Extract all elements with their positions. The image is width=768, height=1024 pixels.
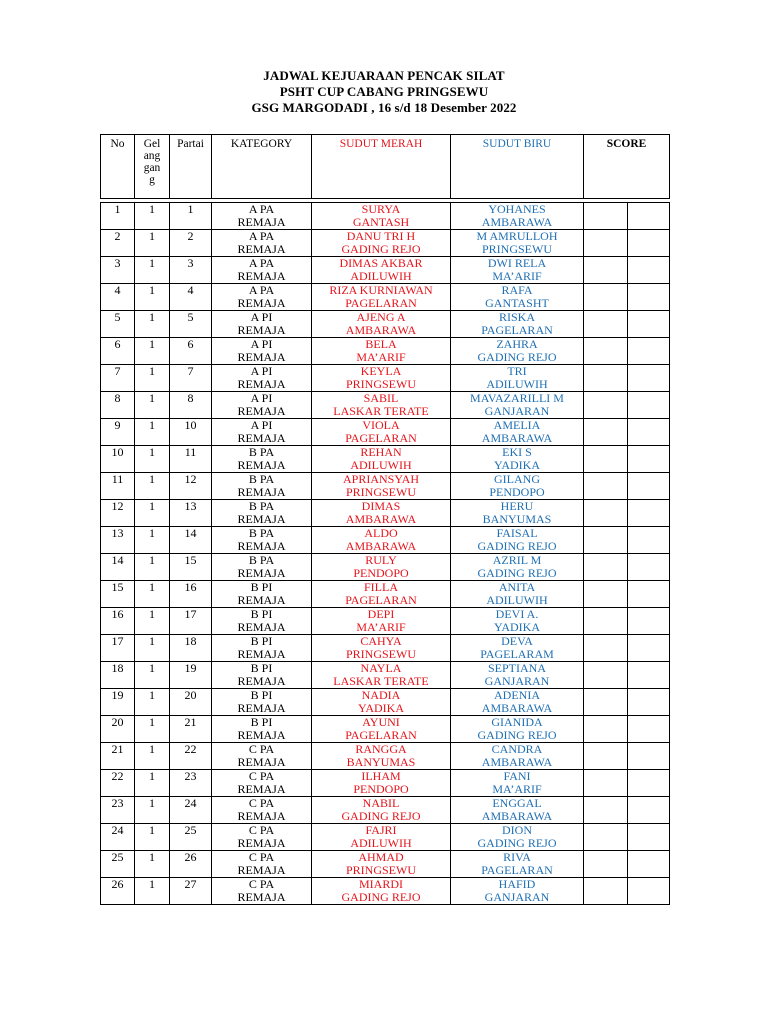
cell-score-merah bbox=[584, 257, 628, 284]
cell-sudut-biru: AMELIA AMBARAWA bbox=[451, 419, 584, 446]
cell-score-merah bbox=[584, 743, 628, 770]
cell-score-biru bbox=[628, 392, 670, 419]
cell-score-biru bbox=[628, 824, 670, 851]
cell-score-merah bbox=[584, 473, 628, 500]
table-row bbox=[101, 284, 670, 311]
cell-gelanggang: 1 bbox=[135, 473, 170, 500]
cell-gelanggang: 1 bbox=[135, 203, 170, 230]
col-header-partai: Partai bbox=[170, 135, 212, 199]
cell-kategory: C PA REMAJA bbox=[212, 851, 312, 878]
cell-no: 21 bbox=[101, 743, 135, 770]
table-row bbox=[101, 473, 670, 500]
cell-no: 4 bbox=[101, 284, 135, 311]
cell-sudut-merah: RANGGA BANYUMAS bbox=[312, 743, 451, 770]
cell-gelanggang: 1 bbox=[135, 311, 170, 338]
cell-score-merah bbox=[584, 554, 628, 581]
cell-kategory: A PI REMAJA bbox=[212, 338, 312, 365]
cell-gelanggang: 1 bbox=[135, 770, 170, 797]
cell-kategory: C PA REMAJA bbox=[212, 797, 312, 824]
cell-no: 15 bbox=[101, 581, 135, 608]
cell-score-merah bbox=[584, 824, 628, 851]
title-line-1: JADWAL KEJUARAAN PENCAK SILAT bbox=[263, 68, 505, 83]
cell-score-merah bbox=[584, 797, 628, 824]
cell-score-merah bbox=[584, 230, 628, 257]
cell-partai: 16 bbox=[170, 581, 212, 608]
cell-kategory: B PI REMAJA bbox=[212, 581, 312, 608]
cell-score-biru bbox=[628, 878, 670, 905]
table-row bbox=[101, 446, 670, 473]
cell-partai: 12 bbox=[170, 473, 212, 500]
cell-gelanggang: 1 bbox=[135, 527, 170, 554]
col-header-gelanggang bbox=[135, 135, 170, 199]
cell-sudut-biru: DION GADING REJO bbox=[451, 824, 584, 851]
cell-kategory: C PA REMAJA bbox=[212, 743, 312, 770]
cell-score-merah bbox=[584, 581, 628, 608]
table-row bbox=[101, 797, 670, 824]
cell-score-merah bbox=[584, 635, 628, 662]
cell-score-biru bbox=[628, 311, 670, 338]
cell-no: 9 bbox=[101, 419, 135, 446]
cell-sudut-merah: AJENG A AMBARAWA bbox=[312, 311, 451, 338]
cell-partai: 6 bbox=[170, 338, 212, 365]
cell-kategory: B PA REMAJA bbox=[212, 473, 312, 500]
table-header-row bbox=[101, 135, 670, 199]
table-row bbox=[101, 338, 670, 365]
cell-score-merah bbox=[584, 608, 628, 635]
cell-partai: 15 bbox=[170, 554, 212, 581]
col-header-sudut-merah: SUDUT MERAH bbox=[312, 135, 451, 199]
cell-kategory: B PA REMAJA bbox=[212, 500, 312, 527]
cell-no: 1 bbox=[101, 203, 135, 230]
cell-no: 14 bbox=[101, 554, 135, 581]
cell-score-merah bbox=[584, 419, 628, 446]
cell-sudut-biru: FAISAL GADING REJO bbox=[451, 527, 584, 554]
cell-gelanggang: 1 bbox=[135, 365, 170, 392]
cell-partai: 17 bbox=[170, 608, 212, 635]
cell-no: 13 bbox=[101, 527, 135, 554]
cell-sudut-merah: NAYLA LASKAR TERATE bbox=[312, 662, 451, 689]
cell-partai: 4 bbox=[170, 284, 212, 311]
cell-score-merah bbox=[584, 716, 628, 743]
cell-score-biru bbox=[628, 554, 670, 581]
cell-sudut-biru: DEVI A. YADIKA bbox=[451, 608, 584, 635]
cell-score-merah bbox=[584, 851, 628, 878]
cell-sudut-merah: ILHAM PENDOPO bbox=[312, 770, 451, 797]
cell-partai: 26 bbox=[170, 851, 212, 878]
cell-score-biru bbox=[628, 473, 670, 500]
cell-sudut-merah: MIARDI GADING REJO bbox=[312, 878, 451, 905]
cell-score-merah bbox=[584, 500, 628, 527]
cell-sudut-biru: RISKA PAGELARAN bbox=[451, 311, 584, 338]
cell-score-merah bbox=[584, 203, 628, 230]
cell-score-merah bbox=[584, 770, 628, 797]
cell-gelanggang: 1 bbox=[135, 635, 170, 662]
cell-kategory: A PI REMAJA bbox=[212, 311, 312, 338]
cell-partai: 21 bbox=[170, 716, 212, 743]
cell-kategory: C PA REMAJA bbox=[212, 770, 312, 797]
col-header-score: SCORE bbox=[584, 135, 670, 199]
table-row bbox=[101, 500, 670, 527]
cell-kategory: C PA REMAJA bbox=[212, 878, 312, 905]
cell-gelanggang: 1 bbox=[135, 554, 170, 581]
cell-no: 24 bbox=[101, 824, 135, 851]
cell-no: 17 bbox=[101, 635, 135, 662]
col-header-sudut-biru: SUDUT BIRU bbox=[451, 135, 584, 199]
cell-score-merah bbox=[584, 527, 628, 554]
cell-sudut-biru: TRI ADILUWIH bbox=[451, 365, 584, 392]
table-row bbox=[101, 608, 670, 635]
cell-no: 6 bbox=[101, 338, 135, 365]
cell-kategory: A PA REMAJA bbox=[212, 257, 312, 284]
cell-score-biru bbox=[628, 581, 670, 608]
cell-sudut-merah: FAJRI ADILUWIH bbox=[312, 824, 451, 851]
cell-kategory: A PI REMAJA bbox=[212, 392, 312, 419]
cell-partai: 22 bbox=[170, 743, 212, 770]
cell-sudut-merah: NABIL GADING REJO bbox=[312, 797, 451, 824]
cell-partai: 23 bbox=[170, 770, 212, 797]
table-row bbox=[101, 311, 670, 338]
cell-kategory: A PI REMAJA bbox=[212, 365, 312, 392]
cell-gelanggang: 1 bbox=[135, 824, 170, 851]
cell-score-biru bbox=[628, 662, 670, 689]
cell-score-merah bbox=[584, 338, 628, 365]
cell-score-biru bbox=[628, 608, 670, 635]
cell-no: 10 bbox=[101, 446, 135, 473]
cell-no: 8 bbox=[101, 392, 135, 419]
cell-score-biru bbox=[628, 527, 670, 554]
cell-partai: 25 bbox=[170, 824, 212, 851]
cell-score-merah bbox=[584, 392, 628, 419]
cell-kategory: C PA REMAJA bbox=[212, 824, 312, 851]
cell-no: 11 bbox=[101, 473, 135, 500]
cell-score-biru bbox=[628, 689, 670, 716]
table-row bbox=[101, 527, 670, 554]
cell-sudut-merah: AYUNI PAGELARAN bbox=[312, 716, 451, 743]
table-row bbox=[101, 878, 670, 905]
cell-sudut-merah: ALDO AMBARAWA bbox=[312, 527, 451, 554]
cell-partai: 27 bbox=[170, 878, 212, 905]
cell-partai: 1 bbox=[170, 203, 212, 230]
cell-partai: 3 bbox=[170, 257, 212, 284]
cell-kategory: B PI REMAJA bbox=[212, 608, 312, 635]
cell-kategory: A PA REMAJA bbox=[212, 230, 312, 257]
cell-no: 18 bbox=[101, 662, 135, 689]
cell-sudut-biru: GIANIDA GADING REJO bbox=[451, 716, 584, 743]
table-row bbox=[101, 770, 670, 797]
cell-partai: 20 bbox=[170, 689, 212, 716]
schedule-body bbox=[101, 203, 670, 905]
table-row bbox=[101, 689, 670, 716]
col-header-kategory: KATEGORY bbox=[212, 135, 312, 199]
cell-no: 25 bbox=[101, 851, 135, 878]
cell-score-biru bbox=[628, 770, 670, 797]
cell-score-merah bbox=[584, 662, 628, 689]
table-row bbox=[101, 257, 670, 284]
cell-sudut-biru: ZAHRA GADING REJO bbox=[451, 338, 584, 365]
cell-sudut-biru: ANITA ADILUWIH bbox=[451, 581, 584, 608]
cell-score-biru bbox=[628, 635, 670, 662]
cell-partai: 11 bbox=[170, 446, 212, 473]
cell-sudut-biru: EKI S YADIKA bbox=[451, 446, 584, 473]
table-row bbox=[101, 230, 670, 257]
cell-sudut-merah: SURYA GANTASH bbox=[312, 203, 451, 230]
cell-score-merah bbox=[584, 689, 628, 716]
cell-partai: 7 bbox=[170, 365, 212, 392]
cell-sudut-merah: APRIANSYAH PRINGSEWU bbox=[312, 473, 451, 500]
cell-sudut-biru: HERU BANYUMAS bbox=[451, 500, 584, 527]
cell-gelanggang: 1 bbox=[135, 419, 170, 446]
table-row bbox=[101, 581, 670, 608]
table-row bbox=[101, 635, 670, 662]
cell-kategory: B PA REMAJA bbox=[212, 554, 312, 581]
cell-sudut-merah: FILLA PAGELARAN bbox=[312, 581, 451, 608]
cell-sudut-merah: NADIA YADIKA bbox=[312, 689, 451, 716]
cell-sudut-biru: YOHANES AMBARAWA bbox=[451, 203, 584, 230]
cell-kategory: B PI REMAJA bbox=[212, 662, 312, 689]
table-row bbox=[101, 392, 670, 419]
cell-partai: 8 bbox=[170, 392, 212, 419]
cell-gelanggang: 1 bbox=[135, 662, 170, 689]
document-title bbox=[0, 68, 768, 116]
cell-gelanggang: 1 bbox=[135, 446, 170, 473]
cell-partai: 13 bbox=[170, 500, 212, 527]
cell-no: 5 bbox=[101, 311, 135, 338]
table-row bbox=[101, 662, 670, 689]
cell-sudut-merah: REHAN ADILUWIH bbox=[312, 446, 451, 473]
cell-sudut-biru: CANDRA AMBARAWA bbox=[451, 743, 584, 770]
cell-sudut-merah: RULY PENDOPO bbox=[312, 554, 451, 581]
cell-gelanggang: 1 bbox=[135, 500, 170, 527]
cell-no: 20 bbox=[101, 716, 135, 743]
cell-no: 3 bbox=[101, 257, 135, 284]
schedule-table bbox=[100, 134, 670, 905]
cell-no: 7 bbox=[101, 365, 135, 392]
cell-gelanggang: 1 bbox=[135, 851, 170, 878]
cell-partai: 18 bbox=[170, 635, 212, 662]
cell-no: 22 bbox=[101, 770, 135, 797]
cell-gelanggang: 1 bbox=[135, 878, 170, 905]
cell-sudut-biru: FANI MA’ARIF bbox=[451, 770, 584, 797]
cell-gelanggang: 1 bbox=[135, 797, 170, 824]
cell-score-merah bbox=[584, 365, 628, 392]
cell-partai: 24 bbox=[170, 797, 212, 824]
cell-score-biru bbox=[628, 419, 670, 446]
cell-score-merah bbox=[584, 446, 628, 473]
cell-kategory: B PI REMAJA bbox=[212, 716, 312, 743]
cell-sudut-biru: M AMRULLOH PRINGSEWU bbox=[451, 230, 584, 257]
cell-partai: 2 bbox=[170, 230, 212, 257]
cell-no: 16 bbox=[101, 608, 135, 635]
cell-score-merah bbox=[584, 284, 628, 311]
cell-gelanggang: 1 bbox=[135, 284, 170, 311]
cell-sudut-merah: AHMAD PRINGSEWU bbox=[312, 851, 451, 878]
cell-score-biru bbox=[628, 716, 670, 743]
cell-score-merah bbox=[584, 311, 628, 338]
cell-gelanggang: 1 bbox=[135, 392, 170, 419]
cell-sudut-merah: KEYLA PRINGSEWU bbox=[312, 365, 451, 392]
cell-no: 26 bbox=[101, 878, 135, 905]
cell-sudut-biru: RIVA PAGELARAN bbox=[451, 851, 584, 878]
cell-score-biru bbox=[628, 797, 670, 824]
cell-sudut-merah: DIMAS AKBAR ADILUWIH bbox=[312, 257, 451, 284]
cell-partai: 5 bbox=[170, 311, 212, 338]
cell-kategory: B PI REMAJA bbox=[212, 689, 312, 716]
cell-no: 19 bbox=[101, 689, 135, 716]
table-row bbox=[101, 824, 670, 851]
table-row bbox=[101, 554, 670, 581]
title-line-3: GSG MARGODADI , 16 s/d 18 Desember 2022 bbox=[251, 100, 517, 115]
cell-score-biru bbox=[628, 851, 670, 878]
cell-score-biru bbox=[628, 284, 670, 311]
title-line-2: PSHT CUP CABANG PRINGSEWU bbox=[279, 84, 489, 99]
cell-kategory: A PA REMAJA bbox=[212, 284, 312, 311]
cell-partai: 14 bbox=[170, 527, 212, 554]
cell-score-biru bbox=[628, 257, 670, 284]
cell-partai: 10 bbox=[170, 419, 212, 446]
table-row bbox=[101, 716, 670, 743]
cell-sudut-merah: DANU TRI H GADING REJO bbox=[312, 230, 451, 257]
table-row bbox=[101, 851, 670, 878]
cell-score-merah bbox=[584, 878, 628, 905]
cell-gelanggang: 1 bbox=[135, 743, 170, 770]
cell-sudut-merah: DIMAS AMBARAWA bbox=[312, 500, 451, 527]
cell-sudut-merah: CAHYA PRINGSEWU bbox=[312, 635, 451, 662]
cell-gelanggang: 1 bbox=[135, 716, 170, 743]
cell-no: 2 bbox=[101, 230, 135, 257]
cell-sudut-biru: GILANG PENDOPO bbox=[451, 473, 584, 500]
table-row bbox=[101, 365, 670, 392]
cell-sudut-biru: SEPTIANA GANJARAN bbox=[451, 662, 584, 689]
cell-no: 12 bbox=[101, 500, 135, 527]
col-header-no: No bbox=[101, 135, 135, 199]
cell-partai: 19 bbox=[170, 662, 212, 689]
cell-kategory: B PA REMAJA bbox=[212, 446, 312, 473]
cell-sudut-biru: DEVA PAGELARAM bbox=[451, 635, 584, 662]
cell-no: 23 bbox=[101, 797, 135, 824]
cell-sudut-biru: RAFA GANTASHT bbox=[451, 284, 584, 311]
cell-gelanggang: 1 bbox=[135, 581, 170, 608]
cell-sudut-merah: DEPI MA’ARIF bbox=[312, 608, 451, 635]
cell-score-biru bbox=[628, 230, 670, 257]
cell-gelanggang: 1 bbox=[135, 338, 170, 365]
cell-score-biru bbox=[628, 446, 670, 473]
cell-kategory: A PI REMAJA bbox=[212, 419, 312, 446]
cell-kategory: B PI REMAJA bbox=[212, 635, 312, 662]
cell-sudut-biru: ENGGAL AMBARAWA bbox=[451, 797, 584, 824]
cell-sudut-biru: ADENIA AMBARAWA bbox=[451, 689, 584, 716]
gelanggang-header-text: Gel ang gan g bbox=[143, 138, 161, 186]
cell-score-biru bbox=[628, 365, 670, 392]
cell-score-biru bbox=[628, 500, 670, 527]
table-row bbox=[101, 203, 670, 230]
cell-gelanggang: 1 bbox=[135, 257, 170, 284]
cell-sudut-biru: AZRIL M GADING REJO bbox=[451, 554, 584, 581]
cell-sudut-merah: VIOLA PAGELARAN bbox=[312, 419, 451, 446]
cell-sudut-biru: DWI RELA MA’ARIF bbox=[451, 257, 584, 284]
cell-kategory: B PA REMAJA bbox=[212, 527, 312, 554]
table-row bbox=[101, 419, 670, 446]
cell-score-biru bbox=[628, 338, 670, 365]
cell-gelanggang: 1 bbox=[135, 230, 170, 257]
cell-sudut-biru: MAVAZARILLI M GANJARAN bbox=[451, 392, 584, 419]
cell-sudut-merah: BELA MA’ARIF bbox=[312, 338, 451, 365]
table-row bbox=[101, 743, 670, 770]
cell-sudut-merah: RIZA KURNIAWAN PAGELARAN bbox=[312, 284, 451, 311]
cell-score-biru bbox=[628, 743, 670, 770]
cell-sudut-merah: SABIL LASKAR TERATE bbox=[312, 392, 451, 419]
cell-gelanggang: 1 bbox=[135, 608, 170, 635]
cell-kategory: A PA REMAJA bbox=[212, 203, 312, 230]
cell-sudut-biru: HAFID GANJARAN bbox=[451, 878, 584, 905]
cell-gelanggang: 1 bbox=[135, 689, 170, 716]
cell-score-biru bbox=[628, 203, 670, 230]
